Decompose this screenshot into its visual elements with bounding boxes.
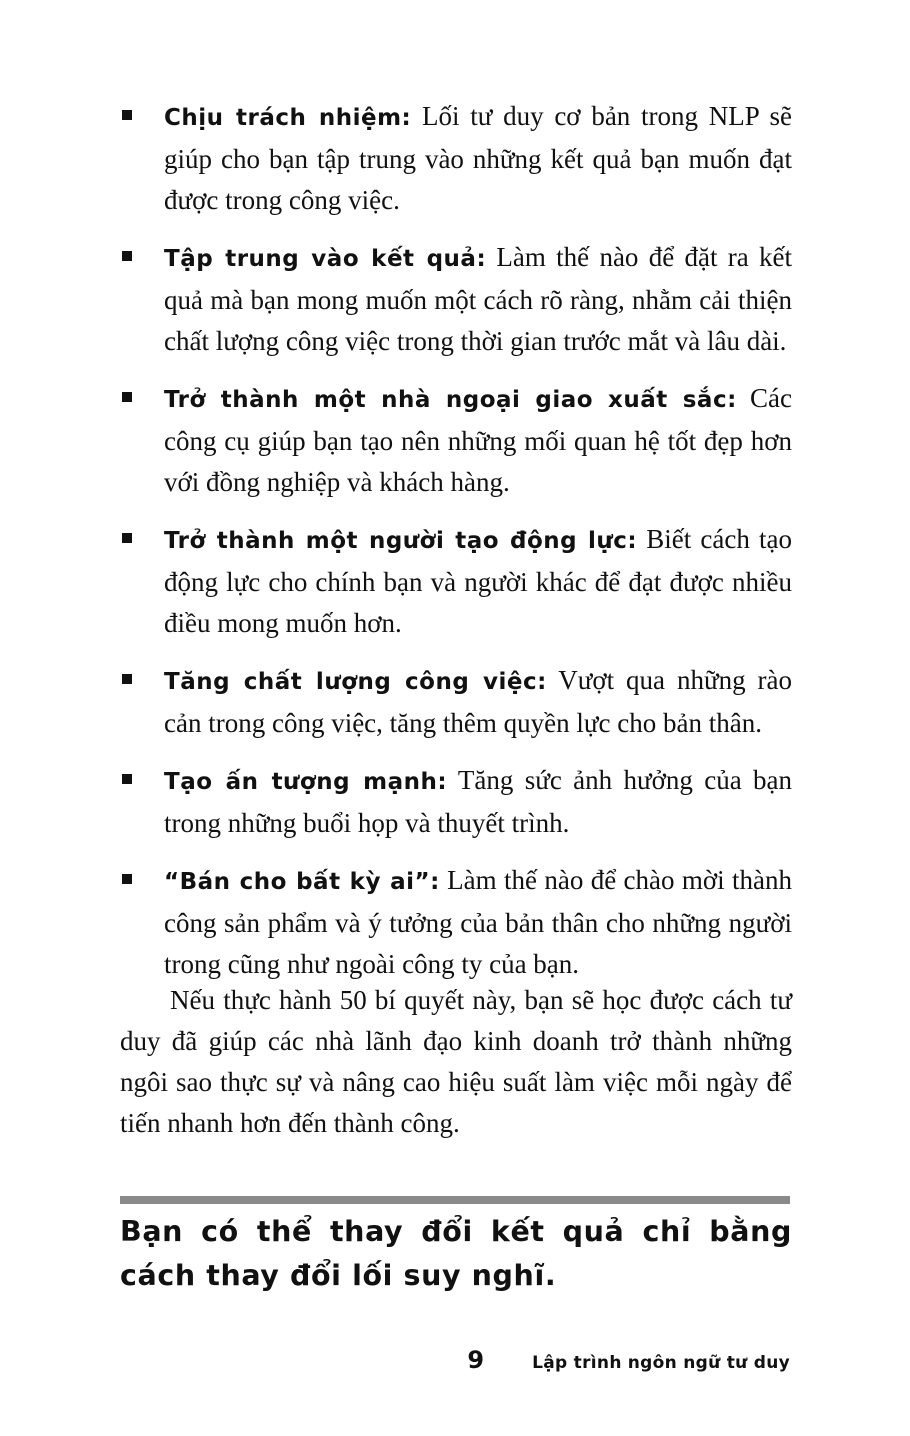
list-item-text: Vượt qua những rào cản trong công việc, tăng thêm quyền lực cho bản thân. xyxy=(164,665,792,738)
list-item-term: Tạo ấn tượng mạnh: xyxy=(164,769,448,795)
list-item xyxy=(120,660,792,744)
square-bullet-icon xyxy=(122,533,132,543)
square-bullet-icon xyxy=(122,392,132,402)
page-footer xyxy=(467,1346,790,1376)
list-item xyxy=(120,860,792,985)
list-item-text: Làm thế nào để đặt ra kết quả mà bạn mong muốn một cách rõ ràng, nhằm cải thiện chất lượng công việc trong thời gian trước mắt và lâu dài. xyxy=(164,242,792,356)
square-bullet-icon xyxy=(122,874,132,884)
list-item xyxy=(120,760,792,844)
square-bullet-icon xyxy=(122,674,132,684)
list-item-text: Làm thế nào để chào mời thành công sản phẩm và ý tưởng của bản thân cho những người trong cũng như ngoài công ty của bạn. xyxy=(164,865,792,979)
page-number: 9 xyxy=(467,1346,485,1374)
list-item-term: “Bán cho bất kỳ ai”: xyxy=(164,869,440,895)
callout-quote: Bạn có thể thay đổi kết quả chỉ bằng cách thay đổi lối suy nghĩ. xyxy=(120,1215,792,1292)
running-head-part-b: ngôn ngữ tư duy xyxy=(627,1353,790,1373)
list-item xyxy=(120,519,792,644)
summary-paragraph: Nếu thực hành 50 bí quyết này, bạn sẽ học được cách tư duy đã giúp các nhà lãnh đạo kinh doanh trở thành những ngôi sao thực sự và nâng cao hiệu suất làm việc mỗi ngày để tiến nhanh hơn đến thành công. xyxy=(120,985,792,1138)
square-bullet-icon xyxy=(122,774,132,784)
running-head-part-a: Lập trình xyxy=(532,1353,622,1373)
benefit-list xyxy=(120,96,792,1001)
list-item-term: Chịu trách nhiệm: xyxy=(164,105,412,131)
list-item-term: Trở thành một nhà ngoại giao xuất sắc: xyxy=(164,387,737,413)
list-item-text: Tăng sức ảnh hưởng của bạn trong những buổi họp và thuyết trình. xyxy=(164,765,792,838)
list-item-term: Tập trung vào kết quả: xyxy=(164,246,487,272)
list-item xyxy=(120,237,792,362)
list-item-term: Trở thành một người tạo động lực: xyxy=(164,528,638,554)
list-item xyxy=(120,96,792,221)
list-item xyxy=(120,378,792,503)
square-bullet-icon xyxy=(122,110,132,120)
list-item-text: Các công cụ giúp bạn tạo nên những mối quan hệ tốt đẹp hơn với đồng nghiệp và khách hàng. xyxy=(164,383,792,497)
running-head xyxy=(532,1353,790,1373)
list-item-term: Tăng chất lượng công việc: xyxy=(164,669,547,695)
list-item-text: Lối tư duy cơ bản trong NLP sẽ giúp cho bạn tập trung vào những kết quả bạn muốn đạt được trong công việc. xyxy=(164,101,792,215)
callout-divider xyxy=(120,1196,790,1204)
square-bullet-icon xyxy=(122,251,132,261)
list-item-text: Biết cách tạo động lực cho chính bạn và người khác để đạt được nhiều điều mong muốn hơn. xyxy=(164,524,792,638)
